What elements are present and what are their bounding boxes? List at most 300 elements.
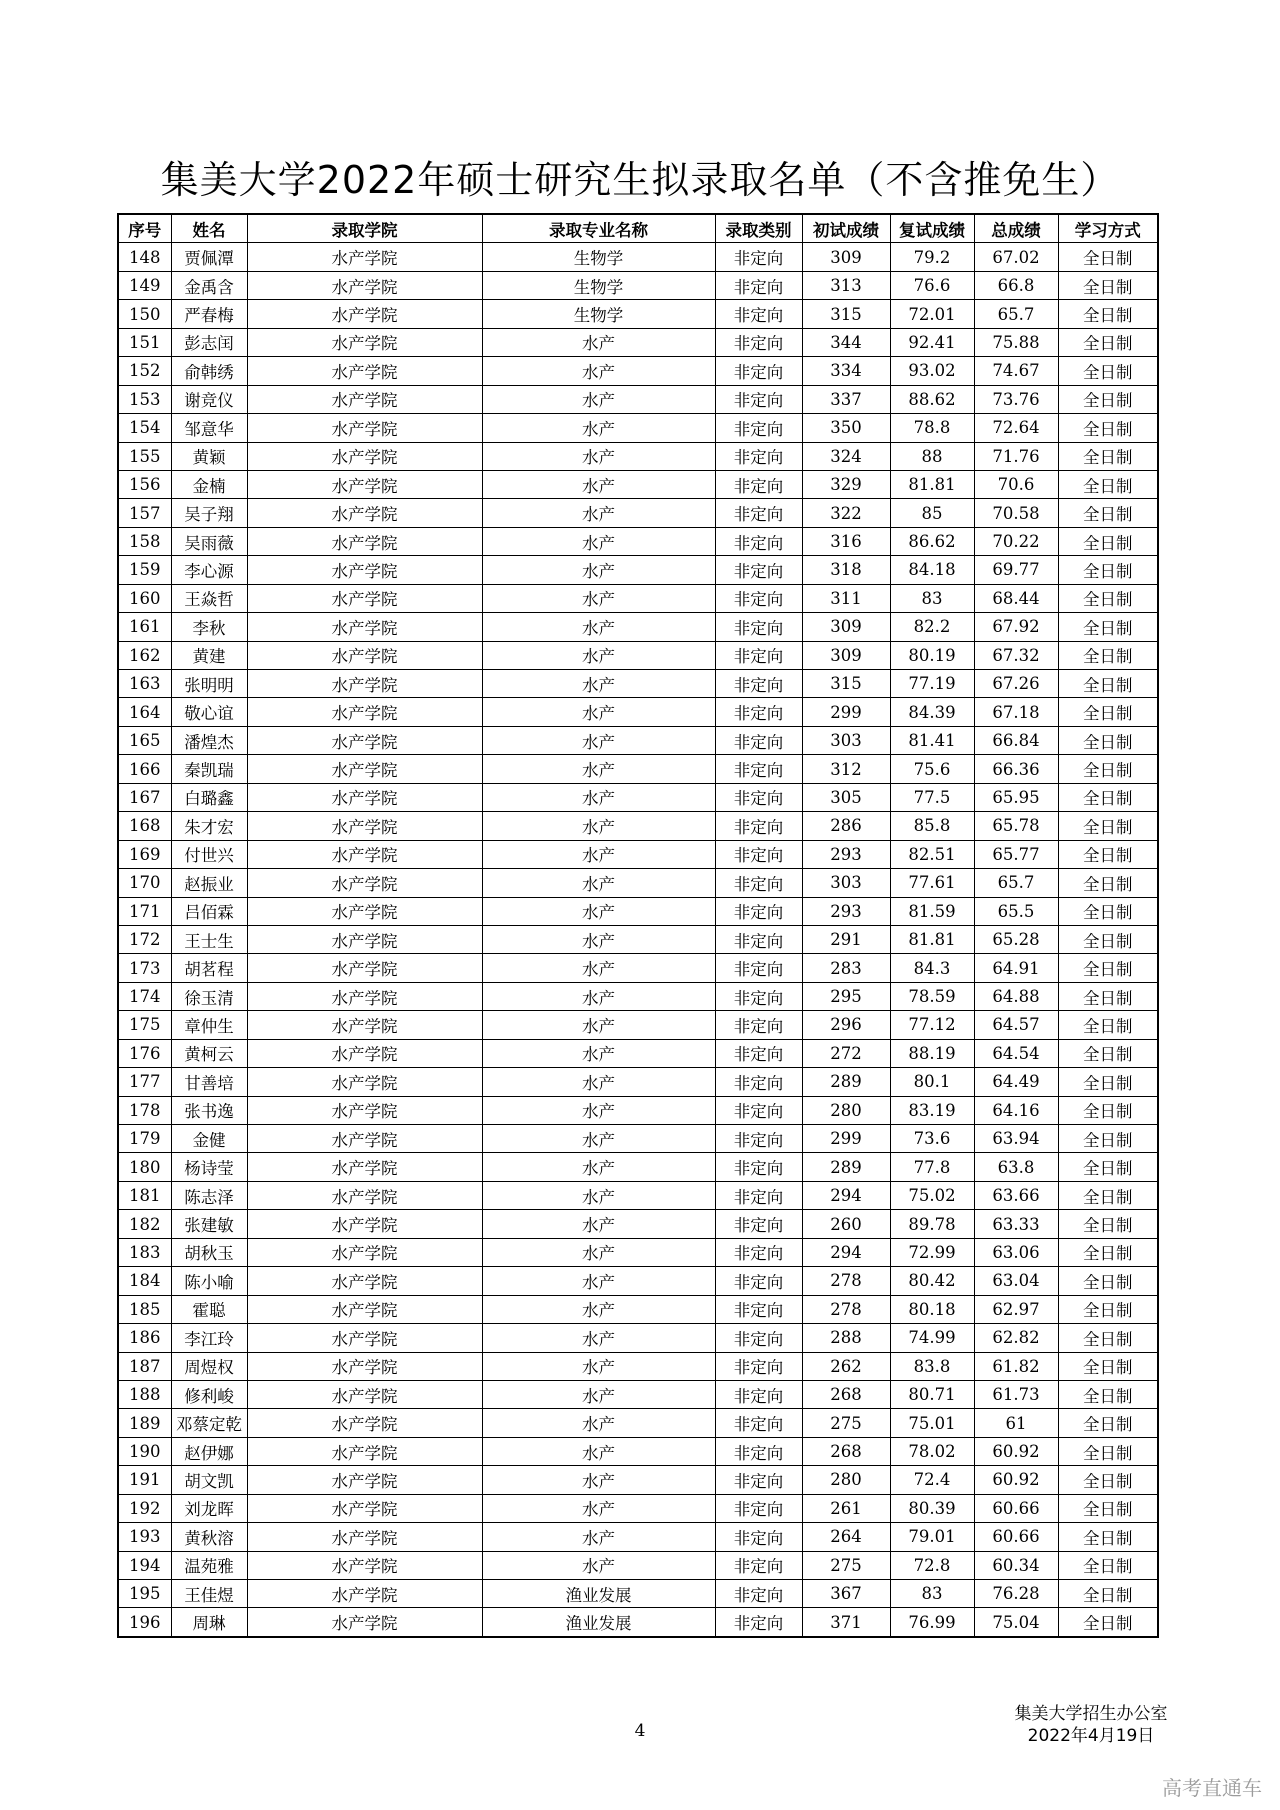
retest-score-cell: 88.62 [890, 385, 974, 413]
initial-score-cell: 344 [802, 328, 890, 356]
retest-score-cell: 88 [890, 442, 974, 470]
total-score-cell: 61.82 [974, 1352, 1058, 1380]
total-score-cell: 61 [974, 1409, 1058, 1437]
category-cell: 非定向 [715, 1380, 802, 1408]
major-cell: 水产 [482, 527, 715, 555]
college-cell: 水产学院 [247, 328, 482, 356]
category-cell: 非定向 [715, 1466, 802, 1494]
college-cell: 水产学院 [247, 1580, 482, 1608]
office-name: 集美大学招生办公室 [1014, 1704, 1168, 1724]
retest-score-cell: 76.99 [890, 1608, 974, 1637]
category-cell: 非定向 [715, 698, 802, 726]
serial-number-cell: 182 [118, 1210, 171, 1238]
table-row [118, 1210, 1158, 1238]
major-cell: 水产 [482, 982, 715, 1010]
table-row [118, 328, 1158, 356]
name-cell: 王士生 [171, 925, 247, 953]
major-cell: 生物学 [482, 271, 715, 299]
category-cell: 非定向 [715, 1125, 802, 1153]
serial-number-cell: 150 [118, 300, 171, 328]
total-score-cell: 60.92 [974, 1437, 1058, 1465]
column-header: 序号 [118, 214, 171, 243]
table-row [118, 243, 1158, 271]
college-cell: 水产学院 [247, 755, 482, 783]
college-cell: 水产学院 [247, 897, 482, 925]
total-score-cell: 64.49 [974, 1068, 1058, 1096]
table-row [118, 1580, 1158, 1608]
category-cell: 非定向 [715, 1523, 802, 1551]
college-cell: 水产学院 [247, 1210, 482, 1238]
name-cell: 黄建 [171, 641, 247, 669]
name-cell: 敬心谊 [171, 698, 247, 726]
table-row [118, 1551, 1158, 1579]
retest-score-cell: 72.01 [890, 300, 974, 328]
study-mode-cell: 全日制 [1058, 1352, 1158, 1380]
category-cell: 非定向 [715, 1153, 802, 1181]
serial-number-cell: 187 [118, 1352, 171, 1380]
serial-number-cell: 165 [118, 726, 171, 754]
major-cell: 水产 [482, 1267, 715, 1295]
category-cell: 非定向 [715, 414, 802, 442]
initial-score-cell: 289 [802, 1068, 890, 1096]
name-cell: 李秋 [171, 613, 247, 641]
major-cell: 水产 [482, 385, 715, 413]
serial-number-cell: 156 [118, 470, 171, 498]
college-cell: 水产学院 [247, 1608, 482, 1637]
category-cell: 非定向 [715, 300, 802, 328]
total-score-cell: 65.28 [974, 925, 1058, 953]
retest-score-cell: 80.42 [890, 1267, 974, 1295]
total-score-cell: 67.26 [974, 670, 1058, 698]
initial-score-cell: 313 [802, 271, 890, 299]
study-mode-cell: 全日制 [1058, 357, 1158, 385]
category-cell: 非定向 [715, 271, 802, 299]
major-cell: 水产 [482, 584, 715, 612]
total-score-cell: 63.94 [974, 1125, 1058, 1153]
table-row [118, 470, 1158, 498]
table-row [118, 1039, 1158, 1067]
column-header: 初试成绩 [802, 214, 890, 243]
category-cell: 非定向 [715, 1352, 802, 1380]
study-mode-cell: 全日制 [1058, 954, 1158, 982]
category-cell: 非定向 [715, 1096, 802, 1124]
retest-score-cell: 80.39 [890, 1494, 974, 1522]
study-mode-cell: 全日制 [1058, 470, 1158, 498]
study-mode-cell: 全日制 [1058, 897, 1158, 925]
study-mode-cell: 全日制 [1058, 499, 1158, 527]
total-score-cell: 64.16 [974, 1096, 1058, 1124]
retest-score-cell: 83.19 [890, 1096, 974, 1124]
category-cell: 非定向 [715, 1551, 802, 1579]
retest-score-cell: 78.59 [890, 982, 974, 1010]
name-cell: 潘煌杰 [171, 726, 247, 754]
name-cell: 吕佰霖 [171, 897, 247, 925]
serial-number-cell: 181 [118, 1181, 171, 1209]
study-mode-cell: 全日制 [1058, 1608, 1158, 1637]
table-row [118, 556, 1158, 584]
name-cell: 邓蔡定乾 [171, 1409, 247, 1437]
initial-score-cell: 309 [802, 243, 890, 271]
name-cell: 徐玉清 [171, 982, 247, 1010]
name-cell: 胡茗程 [171, 954, 247, 982]
serial-number-cell: 164 [118, 698, 171, 726]
college-cell: 水产学院 [247, 414, 482, 442]
study-mode-cell: 全日制 [1058, 556, 1158, 584]
name-cell: 李心源 [171, 556, 247, 584]
initial-score-cell: 288 [802, 1324, 890, 1352]
college-cell: 水产学院 [247, 385, 482, 413]
total-score-cell: 65.95 [974, 783, 1058, 811]
serial-number-cell: 189 [118, 1409, 171, 1437]
study-mode-cell: 全日制 [1058, 442, 1158, 470]
total-score-cell: 62.82 [974, 1324, 1058, 1352]
table-row [118, 925, 1158, 953]
category-cell: 非定向 [715, 499, 802, 527]
name-cell: 秦凯瑞 [171, 755, 247, 783]
college-cell: 水产学院 [247, 1011, 482, 1039]
serial-number-cell: 174 [118, 982, 171, 1010]
name-cell: 白璐鑫 [171, 783, 247, 811]
study-mode-cell: 全日制 [1058, 840, 1158, 868]
study-mode-cell: 全日制 [1058, 1125, 1158, 1153]
name-cell: 温苑雅 [171, 1551, 247, 1579]
table-row [118, 954, 1158, 982]
serial-number-cell: 154 [118, 414, 171, 442]
column-header: 总成绩 [974, 214, 1058, 243]
watermark: 高考直通车 [1162, 1776, 1262, 1800]
major-cell: 水产 [482, 783, 715, 811]
college-cell: 水产学院 [247, 812, 482, 840]
table-row [118, 414, 1158, 442]
total-score-cell: 60.66 [974, 1523, 1058, 1551]
study-mode-cell: 全日制 [1058, 1466, 1158, 1494]
major-cell: 水产 [482, 869, 715, 897]
name-cell: 周煜权 [171, 1352, 247, 1380]
serial-number-cell: 167 [118, 783, 171, 811]
total-score-cell: 64.54 [974, 1039, 1058, 1067]
study-mode-cell: 全日制 [1058, 1523, 1158, 1551]
category-cell: 非定向 [715, 1295, 802, 1323]
table-row [118, 1068, 1158, 1096]
serial-number-cell: 168 [118, 812, 171, 840]
table-row [118, 1437, 1158, 1465]
initial-score-cell: 295 [802, 982, 890, 1010]
column-header: 学习方式 [1058, 214, 1158, 243]
major-cell: 水产 [482, 328, 715, 356]
college-cell: 水产学院 [247, 613, 482, 641]
total-score-cell: 65.78 [974, 812, 1058, 840]
major-cell: 水产 [482, 1352, 715, 1380]
major-cell: 水产 [482, 1068, 715, 1096]
retest-score-cell: 81.59 [890, 897, 974, 925]
total-score-cell: 65.77 [974, 840, 1058, 868]
table-row [118, 584, 1158, 612]
table-row [118, 1096, 1158, 1124]
initial-score-cell: 329 [802, 470, 890, 498]
name-cell: 严春梅 [171, 300, 247, 328]
major-cell: 水产 [482, 357, 715, 385]
total-score-cell: 74.67 [974, 357, 1058, 385]
major-cell: 水产 [482, 1153, 715, 1181]
category-cell: 非定向 [715, 328, 802, 356]
retest-score-cell: 77.12 [890, 1011, 974, 1039]
major-cell: 水产 [482, 1324, 715, 1352]
major-cell: 水产 [482, 1523, 715, 1551]
name-cell: 张书逸 [171, 1096, 247, 1124]
retest-score-cell: 84.18 [890, 556, 974, 584]
table-header-row [118, 214, 1158, 243]
major-cell: 水产 [482, 414, 715, 442]
retest-score-cell: 76.6 [890, 271, 974, 299]
serial-number-cell: 148 [118, 243, 171, 271]
total-score-cell: 70.58 [974, 499, 1058, 527]
major-cell: 生物学 [482, 243, 715, 271]
serial-number-cell: 153 [118, 385, 171, 413]
name-cell: 章仲生 [171, 1011, 247, 1039]
major-cell: 水产 [482, 1039, 715, 1067]
major-cell: 生物学 [482, 300, 715, 328]
table-row [118, 1494, 1158, 1522]
total-score-cell: 65.7 [974, 869, 1058, 897]
serial-number-cell: 151 [118, 328, 171, 356]
study-mode-cell: 全日制 [1058, 1096, 1158, 1124]
serial-number-cell: 190 [118, 1437, 171, 1465]
major-cell: 水产 [482, 613, 715, 641]
serial-number-cell: 155 [118, 442, 171, 470]
category-cell: 非定向 [715, 1011, 802, 1039]
study-mode-cell: 全日制 [1058, 385, 1158, 413]
category-cell: 非定向 [715, 470, 802, 498]
study-mode-cell: 全日制 [1058, 1494, 1158, 1522]
college-cell: 水产学院 [247, 1409, 482, 1437]
total-score-cell: 76.28 [974, 1580, 1058, 1608]
total-score-cell: 67.18 [974, 698, 1058, 726]
initial-score-cell: 291 [802, 925, 890, 953]
name-cell: 金禹含 [171, 271, 247, 299]
name-cell: 杨诗莹 [171, 1153, 247, 1181]
college-cell: 水产学院 [247, 1068, 482, 1096]
name-cell: 朱才宏 [171, 812, 247, 840]
study-mode-cell: 全日制 [1058, 271, 1158, 299]
initial-score-cell: 280 [802, 1096, 890, 1124]
retest-score-cell: 80.1 [890, 1068, 974, 1096]
study-mode-cell: 全日制 [1058, 698, 1158, 726]
initial-score-cell: 293 [802, 897, 890, 925]
initial-score-cell: 316 [802, 527, 890, 555]
college-cell: 水产学院 [247, 641, 482, 669]
college-cell: 水产学院 [247, 499, 482, 527]
name-cell: 彭志闰 [171, 328, 247, 356]
study-mode-cell: 全日制 [1058, 414, 1158, 442]
initial-score-cell: 309 [802, 641, 890, 669]
major-cell: 水产 [482, 812, 715, 840]
name-cell: 胡文凯 [171, 1466, 247, 1494]
study-mode-cell: 全日制 [1058, 1409, 1158, 1437]
total-score-cell: 64.88 [974, 982, 1058, 1010]
table-row [118, 1125, 1158, 1153]
college-cell: 水产学院 [247, 1551, 482, 1579]
total-score-cell: 60.34 [974, 1551, 1058, 1579]
college-cell: 水产学院 [247, 1267, 482, 1295]
retest-score-cell: 78.8 [890, 414, 974, 442]
study-mode-cell: 全日制 [1058, 783, 1158, 811]
initial-score-cell: 299 [802, 1125, 890, 1153]
major-cell: 水产 [482, 1380, 715, 1408]
college-cell: 水产学院 [247, 1352, 482, 1380]
serial-number-cell: 180 [118, 1153, 171, 1181]
initial-score-cell: 260 [802, 1210, 890, 1238]
total-score-cell: 70.6 [974, 470, 1058, 498]
total-score-cell: 64.57 [974, 1011, 1058, 1039]
name-cell: 黄秋溶 [171, 1523, 247, 1551]
table-row [118, 385, 1158, 413]
initial-score-cell: 367 [802, 1580, 890, 1608]
college-cell: 水产学院 [247, 357, 482, 385]
total-score-cell: 60.92 [974, 1466, 1058, 1494]
college-cell: 水产学院 [247, 556, 482, 584]
college-cell: 水产学院 [247, 470, 482, 498]
serial-number-cell: 184 [118, 1267, 171, 1295]
table-row [118, 1409, 1158, 1437]
retest-score-cell: 80.71 [890, 1380, 974, 1408]
initial-score-cell: 264 [802, 1523, 890, 1551]
total-score-cell: 67.92 [974, 613, 1058, 641]
major-cell: 水产 [482, 698, 715, 726]
study-mode-cell: 全日制 [1058, 812, 1158, 840]
college-cell: 水产学院 [247, 1324, 482, 1352]
retest-score-cell: 86.62 [890, 527, 974, 555]
study-mode-cell: 全日制 [1058, 1039, 1158, 1067]
table-row [118, 783, 1158, 811]
retest-score-cell: 82.51 [890, 840, 974, 868]
serial-number-cell: 171 [118, 897, 171, 925]
column-header: 复试成绩 [890, 214, 974, 243]
table-row [118, 442, 1158, 470]
category-cell: 非定向 [715, 897, 802, 925]
college-cell: 水产学院 [247, 1295, 482, 1323]
name-cell: 张明明 [171, 670, 247, 698]
name-cell: 金楠 [171, 470, 247, 498]
serial-number-cell: 191 [118, 1466, 171, 1494]
retest-score-cell: 78.02 [890, 1437, 974, 1465]
category-cell: 非定向 [715, 1267, 802, 1295]
category-cell: 非定向 [715, 755, 802, 783]
retest-score-cell: 83 [890, 1580, 974, 1608]
category-cell: 非定向 [715, 1580, 802, 1608]
study-mode-cell: 全日制 [1058, 869, 1158, 897]
study-mode-cell: 全日制 [1058, 328, 1158, 356]
total-score-cell: 63.66 [974, 1181, 1058, 1209]
college-cell: 水产学院 [247, 726, 482, 754]
major-cell: 水产 [482, 1466, 715, 1494]
retest-score-cell: 75.6 [890, 755, 974, 783]
study-mode-cell: 全日制 [1058, 1181, 1158, 1209]
retest-score-cell: 77.8 [890, 1153, 974, 1181]
retest-score-cell: 73.6 [890, 1125, 974, 1153]
category-cell: 非定向 [715, 783, 802, 811]
retest-score-cell: 93.02 [890, 357, 974, 385]
category-cell: 非定向 [715, 954, 802, 982]
initial-score-cell: 286 [802, 812, 890, 840]
table-row [118, 357, 1158, 385]
college-cell: 水产学院 [247, 1096, 482, 1124]
initial-score-cell: 322 [802, 499, 890, 527]
initial-score-cell: 303 [802, 869, 890, 897]
initial-score-cell: 275 [802, 1409, 890, 1437]
table-row [118, 982, 1158, 1010]
total-score-cell: 70.22 [974, 527, 1058, 555]
name-cell: 甘善培 [171, 1068, 247, 1096]
name-cell: 赵振业 [171, 869, 247, 897]
initial-score-cell: 315 [802, 670, 890, 698]
name-cell: 陈小喻 [171, 1267, 247, 1295]
major-cell: 水产 [482, 897, 715, 925]
serial-number-cell: 149 [118, 271, 171, 299]
total-score-cell: 75.04 [974, 1608, 1058, 1637]
category-cell: 非定向 [715, 1608, 802, 1637]
name-cell: 黄柯云 [171, 1039, 247, 1067]
serial-number-cell: 196 [118, 1608, 171, 1637]
table-row [118, 1295, 1158, 1323]
serial-number-cell: 193 [118, 1523, 171, 1551]
college-cell: 水产学院 [247, 954, 482, 982]
study-mode-cell: 全日制 [1058, 613, 1158, 641]
category-cell: 非定向 [715, 1409, 802, 1437]
total-score-cell: 63.8 [974, 1153, 1058, 1181]
total-score-cell: 68.44 [974, 584, 1058, 612]
retest-score-cell: 72.4 [890, 1466, 974, 1494]
initial-score-cell: 309 [802, 613, 890, 641]
initial-score-cell: 311 [802, 584, 890, 612]
retest-score-cell: 75.01 [890, 1409, 974, 1437]
initial-score-cell: 280 [802, 1466, 890, 1494]
name-cell: 金健 [171, 1125, 247, 1153]
column-header: 录取学院 [247, 214, 482, 243]
major-cell: 水产 [482, 1125, 715, 1153]
total-score-cell: 69.77 [974, 556, 1058, 584]
initial-score-cell: 261 [802, 1494, 890, 1522]
initial-score-cell: 262 [802, 1352, 890, 1380]
category-cell: 非定向 [715, 812, 802, 840]
study-mode-cell: 全日制 [1058, 1324, 1158, 1352]
college-cell: 水产学院 [247, 1466, 482, 1494]
document-title: 集美大学2022年硕士研究生拟录取名单（不含推免生） [160, 158, 1120, 202]
college-cell: 水产学院 [247, 1380, 482, 1408]
retest-score-cell: 82.2 [890, 613, 974, 641]
table-row [118, 527, 1158, 555]
name-cell: 赵伊娜 [171, 1437, 247, 1465]
total-score-cell: 63.04 [974, 1267, 1058, 1295]
footer-signature [1006, 1703, 1176, 1747]
major-cell: 水产 [482, 1437, 715, 1465]
table-row [118, 613, 1158, 641]
total-score-cell: 67.32 [974, 641, 1058, 669]
college-cell: 水产学院 [247, 1153, 482, 1181]
study-mode-cell: 全日制 [1058, 925, 1158, 953]
total-score-cell: 71.76 [974, 442, 1058, 470]
table-row [118, 726, 1158, 754]
name-cell: 王焱哲 [171, 584, 247, 612]
category-cell: 非定向 [715, 840, 802, 868]
total-score-cell: 72.64 [974, 414, 1058, 442]
college-cell: 水产学院 [247, 584, 482, 612]
serial-number-cell: 170 [118, 869, 171, 897]
initial-score-cell: 334 [802, 357, 890, 385]
major-cell: 渔业发展 [482, 1580, 715, 1608]
study-mode-cell: 全日制 [1058, 726, 1158, 754]
retest-score-cell: 85.8 [890, 812, 974, 840]
college-cell: 水产学院 [247, 527, 482, 555]
